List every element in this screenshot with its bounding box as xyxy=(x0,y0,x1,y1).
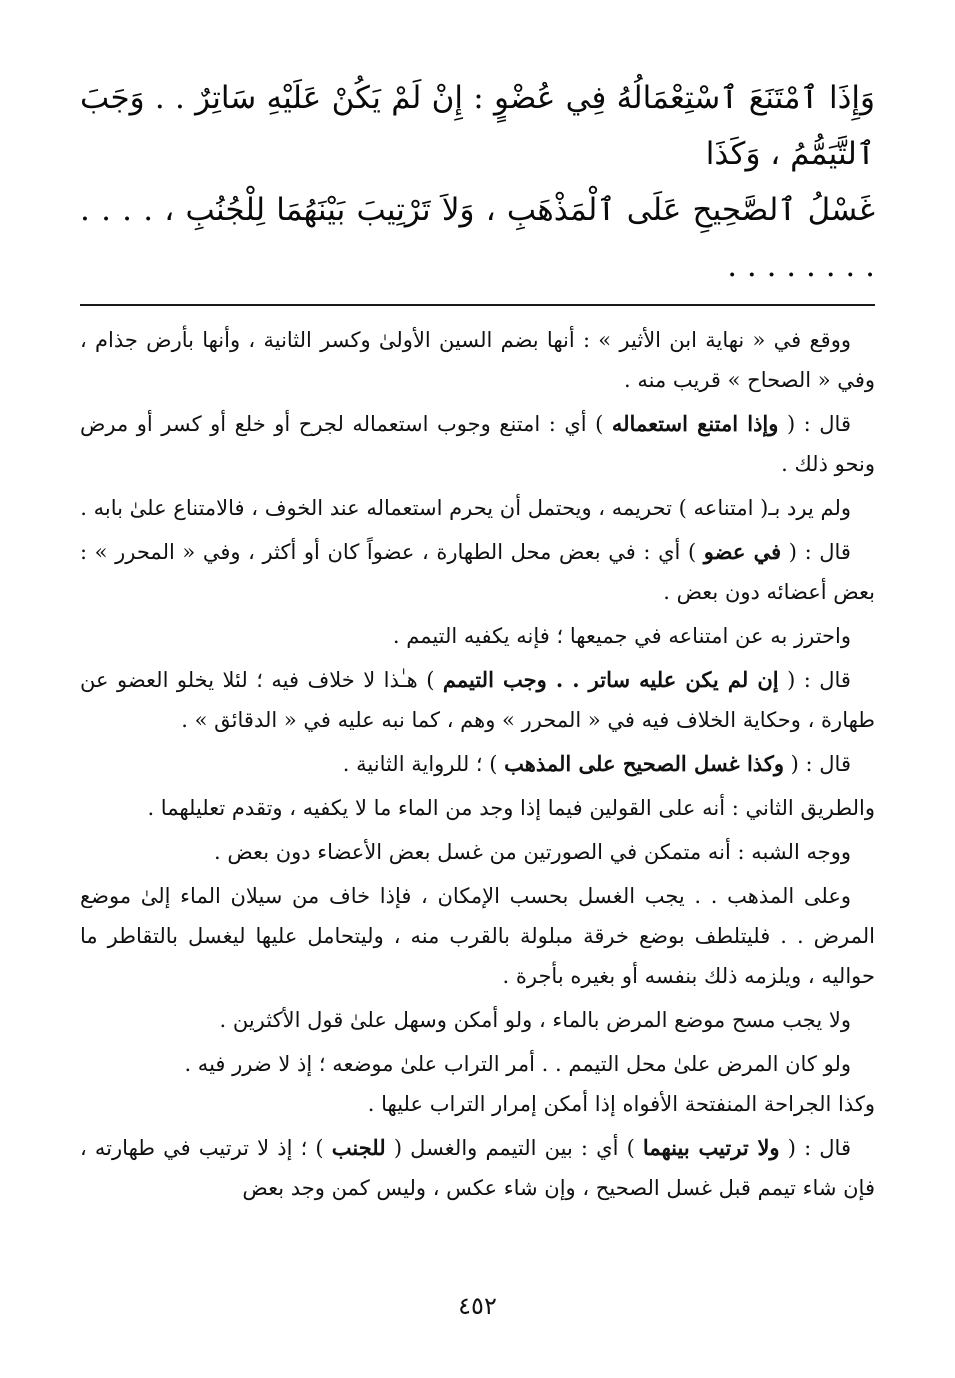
matn-text xyxy=(80,70,875,294)
quoted-phrase: وإذا امتنع استعماله xyxy=(611,411,779,436)
paragraph-10: وعلى المذهب . . يجب الغسل بحسب الإمكان ، فإذا خاف من سيلان الماء إلىٰ موضع المرض . . فليتلطف بوضع خرقة مبلولة بالقرب منه ، وليتحامل عليها ليغسل بالتقاطر ما حواليه ، ويلزمه ذلك بنفسه أو بغيره بأجرة . xyxy=(80,884,875,988)
paragraph-11: ولا يجب مسح موضع المرض بالماء ، ولو أمكن وسهل علىٰ قول الأكثرين . xyxy=(219,1008,851,1032)
explanation: ) ؛ إذ لا ترتيب في طهارته ، فإن شاء تيمم قبل غسل الصحيح ، وإن شاء عكس ، وليس كمن وجد بعض xyxy=(80,1136,875,1200)
quote-open: قال : ( xyxy=(787,668,851,692)
paragraph-2 xyxy=(80,404,875,484)
quote-open: قال : ( xyxy=(788,540,851,564)
page-number: ٤٥٢ xyxy=(458,1292,497,1320)
quote-open: قال : ( xyxy=(790,752,851,776)
explanation: ) ؛ للرواية الثانية . xyxy=(342,752,498,776)
quoted-phrase: إن لم يكن عليه ساتر . . وجب التيمم xyxy=(442,667,779,692)
book-page xyxy=(80,70,875,1378)
quoted-phrase: وكذا غسل الصحيح على المذهب xyxy=(504,751,784,776)
paragraph-3: ولم يرد بـ( امتناعه ) تحريمه ، ويحتمل أن يحرم استعماله عند الخوف ، فالامتناع علىٰ بابه . xyxy=(80,496,851,520)
paragraph-4 xyxy=(80,532,875,612)
explanation: ) هـٰذا لا خلاف فيه ؛ لئلا يخلو العضو عن طهارة ، وحكاية الخلاف فيه في « المحرر » وهم ، كما نبه عليه في « الدقائق » . xyxy=(80,668,875,732)
paragraph-1: ووقع في « نهاية ابن الأثير » : أنها بضم السين الأولىٰ وكسر الثانية ، وأنها بأرض جذام ، وفي « الصحاح » قريب منه . xyxy=(80,328,875,392)
matn-line-2: غَسْلُ ٱلصَّحِيحِ عَلَى ٱلْمَذْهَبِ ، وَلاَ تَرْتِيبَ بَيْنَهُمَا لِلْجُنُبِ ، . . . . . . . . . . . . xyxy=(80,192,875,284)
paragraph-12a: ولو كان المرض علىٰ محل التيمم . . أمر التراب علىٰ موضعه ؛ إذ لا ضرر فيه . xyxy=(184,1052,851,1076)
quote-open: قال : ( xyxy=(787,1136,851,1160)
paragraph-6 xyxy=(80,660,875,740)
paragraph-9: ووجه الشبه : أنه متمكن في الصورتين من غسل بعض الأعضاء دون بعض . xyxy=(213,840,851,864)
quoted-phrase: في عضو xyxy=(703,539,782,564)
quoted-phrase: ولا ترتيب بينهما xyxy=(642,1135,780,1160)
quoted-phrase-2: للجنب xyxy=(331,1135,386,1160)
paragraph-12b: وكذا الجراحة المنفتحة الأفواه إذا أمكن إمرار التراب عليها . xyxy=(367,1092,875,1116)
matn-line-1: وَإِذَا ٱمْتَنَعَ ٱسْتِعْمَالُهُ فِي عُضْوٍ : إِنْ لَمْ يَكُنْ عَلَيْهِ سَاتِرٌ . . وَجَبَ ٱلتَّيَمُّمُ ، وَكَذَا xyxy=(80,80,875,172)
explanation-mid: ) أي : بين التيمم والغسل ( xyxy=(393,1136,635,1160)
commentary xyxy=(80,320,875,1208)
paragraph-7 xyxy=(80,744,875,784)
paragraph-5: واحترز به عن امتناعه في جميعها ؛ فإنه يكفيه التيمم . xyxy=(392,624,851,648)
paragraph-13 xyxy=(80,1128,875,1208)
explanation: ) أي : في بعض محل الطهارة ، عضواً كان أو أكثر ، وفي « المحرر » : بعض أعضائه دون بعض . xyxy=(80,540,875,604)
explanation: ) أي : امتنع وجوب استعماله لجرح أو خلع أو كسر أو مرض ونحو ذلك . xyxy=(80,412,875,476)
footnote-divider xyxy=(80,304,875,306)
quote-open: قال : ( xyxy=(786,412,851,436)
paragraph-8: والطريق الثاني : أنه على القولين فيما إذا وجد من الماء ما لا يكفيه ، وتقدم تعليلهما . xyxy=(147,796,875,820)
